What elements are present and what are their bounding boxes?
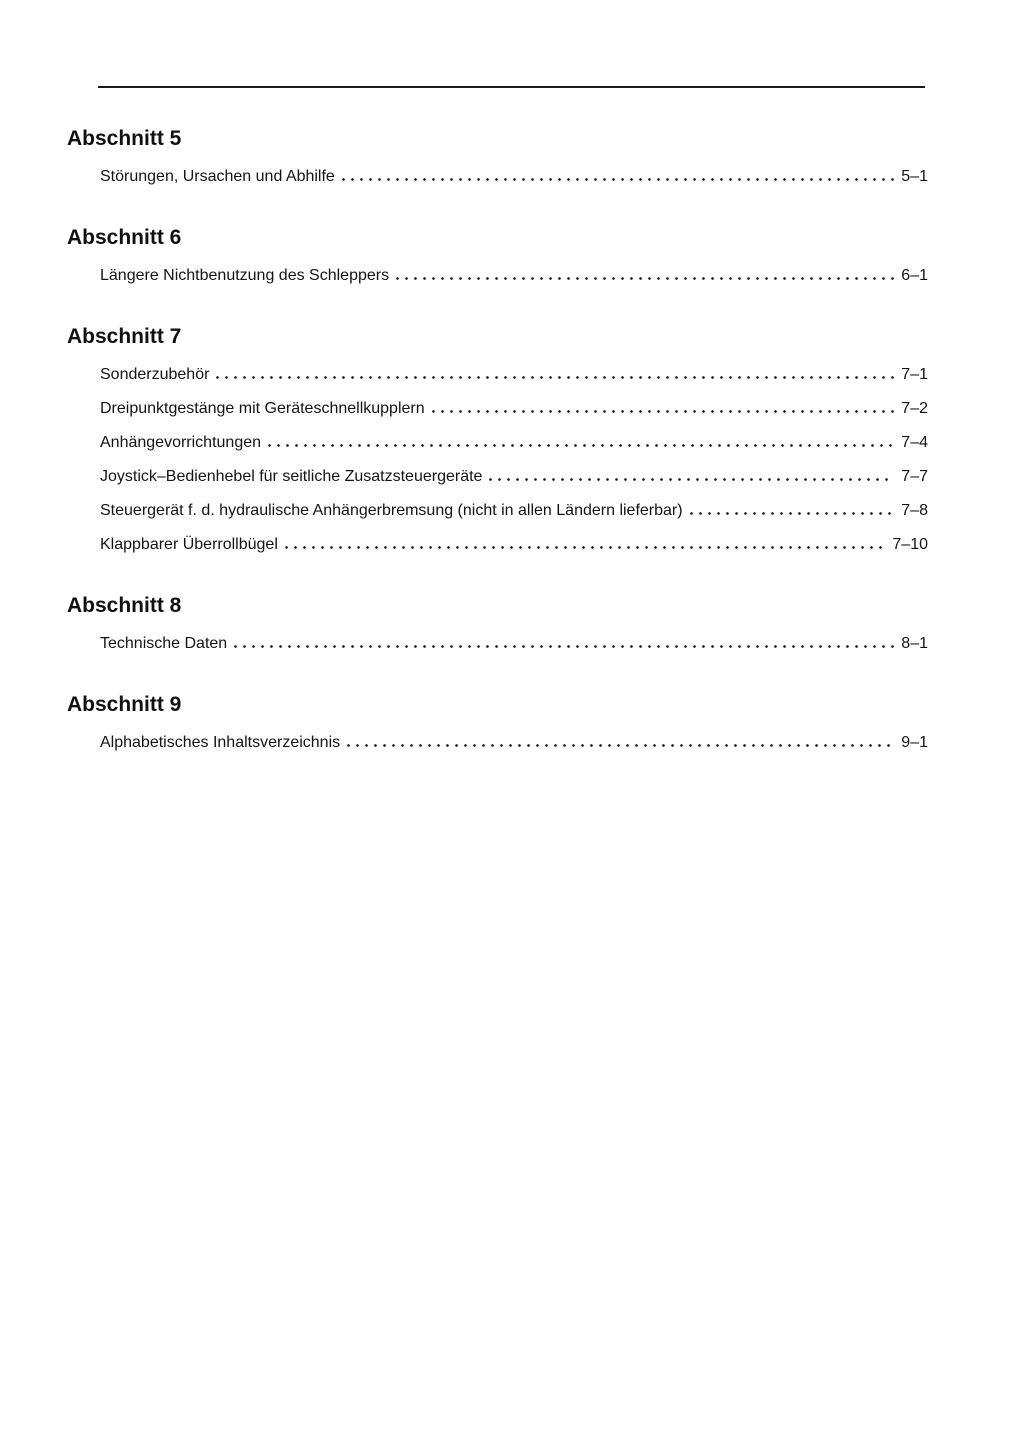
toc-entry-label: Alphabetisches Inhaltsverzeichnis xyxy=(100,734,341,751)
section-entries xyxy=(100,733,928,753)
toc-entry-label: Klappbarer Überrollbügel xyxy=(100,536,278,553)
toc-entry-page-number: 6–1 xyxy=(901,267,928,284)
section-heading: Abschnitt 7 xyxy=(67,325,182,348)
toc-entry-page-number: 5–1 xyxy=(901,168,928,185)
section-heading: Abschnitt 5 xyxy=(67,127,182,150)
section-entries xyxy=(100,167,928,187)
toc-entry xyxy=(100,467,928,487)
toc-entry-label: Anhängevorrichtungen xyxy=(100,434,262,451)
toc-entry xyxy=(100,733,928,753)
dot-leader xyxy=(285,546,886,549)
toc-entry-label: Joystick–Bedienhebel für seitliche Zusatzsteuergeräte xyxy=(100,468,483,485)
toc-section xyxy=(0,286,1024,555)
toc-entry-page-number: 8–1 xyxy=(901,635,928,652)
toc-entry xyxy=(100,433,928,453)
dot-leader xyxy=(347,744,894,747)
dot-leader xyxy=(432,410,895,413)
dot-leader xyxy=(234,645,894,648)
toc-entry-label: Störungen, Ursachen und Abhilfe xyxy=(100,168,335,185)
section-entries xyxy=(100,266,928,286)
toc-section xyxy=(0,555,1024,654)
toc-entry xyxy=(100,399,928,419)
dot-leader xyxy=(342,178,894,181)
toc-entry-label: Dreipunktgestänge mit Geräteschnellkupplern xyxy=(100,400,425,417)
dot-leader xyxy=(396,277,894,280)
toc-entry xyxy=(100,535,928,555)
toc-entry-label: Steuergerät f. d. hydraulische Anhängerbremsung (nicht in allen Ländern lieferbar) xyxy=(100,502,683,519)
toc-entry-label: Sonderzubehör xyxy=(100,366,210,383)
toc-section xyxy=(0,88,1024,187)
toc-entry xyxy=(100,501,928,521)
section-entries xyxy=(100,634,928,654)
toc-section xyxy=(0,187,1024,286)
toc-entry-page-number: 7–7 xyxy=(901,468,928,485)
toc-entry-label: Längere Nichtbenutzung des Schleppers xyxy=(100,267,390,284)
toc-entry-page-number: 7–4 xyxy=(901,434,928,451)
dot-leader xyxy=(489,478,894,481)
toc-entry-page-number: 7–8 xyxy=(901,502,928,519)
section-heading: Abschnitt 9 xyxy=(67,693,182,716)
dot-leader xyxy=(690,512,895,515)
toc-entry xyxy=(100,634,928,654)
toc-entry xyxy=(100,266,928,286)
toc-entry-label: Technische Daten xyxy=(100,635,228,652)
toc-entry-page-number: 7–2 xyxy=(901,400,928,417)
toc-entry xyxy=(100,365,928,385)
toc-entry-page-number: 7–1 xyxy=(901,366,928,383)
section-entries xyxy=(100,365,928,555)
toc-entry xyxy=(100,167,928,187)
toc-section xyxy=(0,654,1024,753)
dot-leader xyxy=(216,376,894,379)
toc-entry-page-number: 9–1 xyxy=(901,734,928,751)
dot-leader xyxy=(268,444,894,447)
toc-entry-page-number: 7–10 xyxy=(892,536,928,553)
section-heading: Abschnitt 8 xyxy=(67,594,182,617)
section-heading: Abschnitt 6 xyxy=(67,226,182,249)
table-of-contents xyxy=(0,88,1024,753)
